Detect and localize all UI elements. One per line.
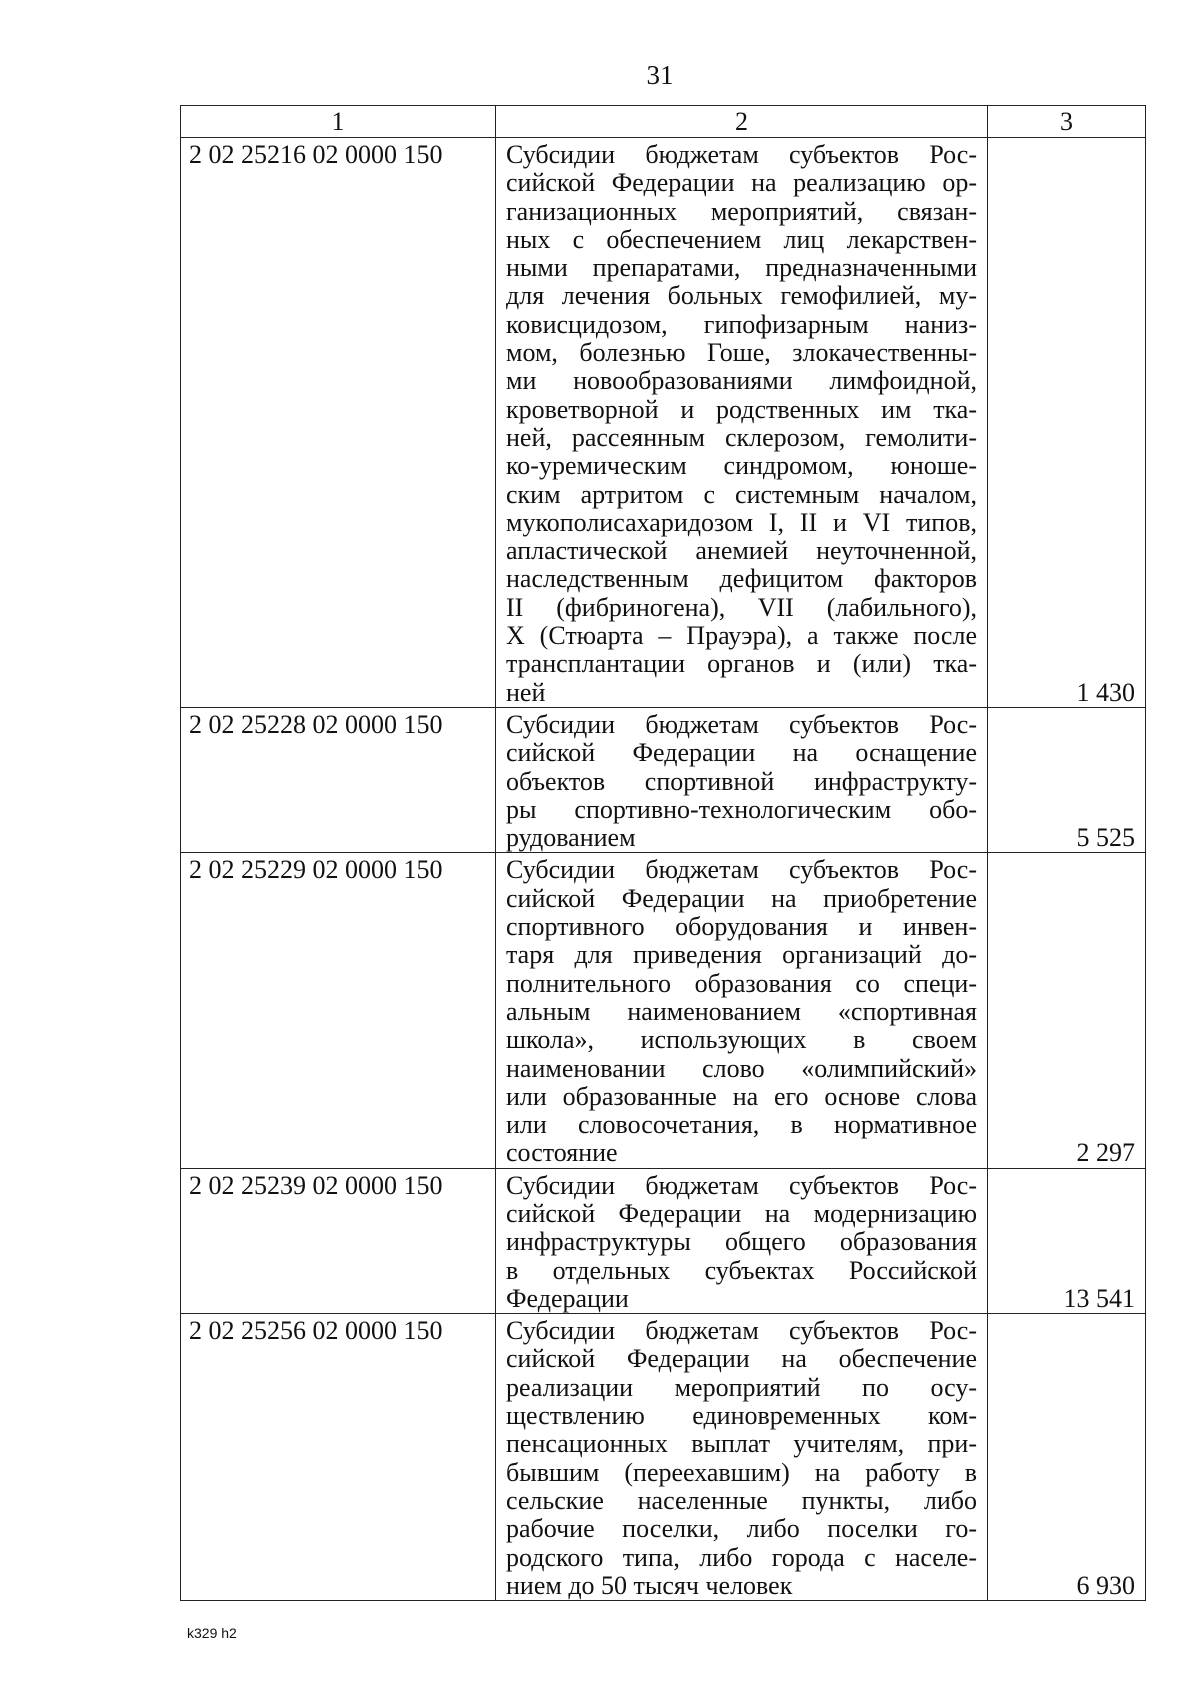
- description-line: полнительного образования со специ-: [506, 968, 977, 998]
- description-cell: [496, 1168, 988, 1313]
- description-line: трансплантации органов и (или) тка-: [506, 649, 977, 679]
- description-line: Субсидии бюджетам субъектов Рос-: [506, 1170, 977, 1200]
- budget-code-cell: 2 02 25216 02 0000 150: [181, 138, 496, 708]
- description-line: инфраструктуры общего образования: [506, 1227, 977, 1257]
- description-line: ными препаратами, предназначенными: [506, 253, 977, 283]
- amount-cell: 2 297: [988, 853, 1146, 1168]
- description-line: родского типа, либо города с населе-: [506, 1542, 977, 1572]
- description-line: школа», использующих в своем: [506, 1025, 977, 1055]
- description-line: для лечения больных гемофилией, му-: [506, 281, 977, 311]
- description-line: состояние: [506, 1138, 618, 1168]
- table-row: [181, 1314, 1146, 1601]
- description-line: или словосочетания, в нормативное: [506, 1110, 977, 1140]
- table-row: [181, 707, 1146, 852]
- description-line: сийской Федерации на приобретение: [506, 883, 977, 913]
- description-line: пенсационных выплат учителям, при-: [506, 1429, 977, 1459]
- description-line: ковисцидозом, гипофизарным наниз-: [506, 309, 977, 339]
- description-line: кроветворной и родственных им тка-: [506, 394, 977, 424]
- description-line: ней: [506, 677, 546, 707]
- description-line: ским артритом с системным началом,: [506, 479, 977, 509]
- description-line: наименовании слово «олимпийский»: [506, 1053, 977, 1083]
- budget-code-cell: 2 02 25256 02 0000 150: [181, 1314, 496, 1601]
- description-cell: [496, 138, 988, 708]
- description-line: Субсидии бюджетам субъектов Рос-: [506, 1316, 977, 1346]
- description-line: II (фибриногена), VII (лабильного),: [506, 592, 977, 622]
- table-body: [181, 138, 1146, 1601]
- footer-mark: k329 h2: [187, 1625, 237, 1641]
- description-line: ществлению единовременных ком-: [506, 1401, 977, 1431]
- budget-code-cell: 2 02 25228 02 0000 150: [181, 707, 496, 852]
- column-header-description: 2: [496, 106, 988, 138]
- table-row: [181, 1168, 1146, 1313]
- table-row: [181, 138, 1146, 708]
- description-line: ми новообразованиями лимфоидной,: [506, 366, 977, 396]
- amount-cell: 13 541: [988, 1168, 1146, 1313]
- description-line: ганизационных мероприятий, связан-: [506, 196, 977, 226]
- budget-code-cell: 2 02 25229 02 0000 150: [181, 853, 496, 1168]
- description-line: спортивного оборудования и инвен-: [506, 912, 977, 942]
- description-cell: [496, 1314, 988, 1601]
- page-number: 31: [646, 60, 674, 90]
- description-cell: [496, 853, 988, 1168]
- description-cell: [496, 707, 988, 852]
- description-line: ных с обеспечением лиц лекарствен-: [506, 224, 977, 254]
- description-line: таря для приведения организаций до-: [506, 940, 977, 970]
- description-line: сийской Федерации на оснащение: [506, 738, 977, 768]
- description-line: сийской Федерации на обеспечение: [506, 1344, 977, 1374]
- description-line: рабочие поселки, либо поселки го-: [506, 1514, 977, 1544]
- description-line: сельские населенные пункты, либо: [506, 1485, 977, 1515]
- description-line: наследственным дефицитом факторов: [506, 564, 977, 594]
- description-line: реализации мероприятий по осу-: [506, 1372, 977, 1402]
- description-line: сийской Федерации на модернизацию: [506, 1198, 977, 1228]
- description-line: Субсидии бюджетам субъектов Рос-: [506, 855, 977, 885]
- description-line: Субсидии бюджетам субъектов Рос-: [506, 140, 977, 169]
- description-line: ры спортивно-технологическим обо-: [506, 794, 977, 824]
- amount-cell: 6 930: [988, 1314, 1146, 1601]
- description-line: бывшим (переехавшим) на работу в: [506, 1457, 977, 1487]
- budget-table: [180, 105, 1146, 1601]
- description-line: Федерации: [506, 1283, 629, 1313]
- budget-code-cell: 2 02 25239 02 0000 150: [181, 1168, 496, 1313]
- description-line: или образованные на его основе слова: [506, 1081, 977, 1111]
- description-line: альным наименованием «спортивная: [506, 996, 977, 1026]
- description-line: Субсидии бюджетам субъектов Рос-: [506, 709, 977, 739]
- table-header-row: [181, 106, 1146, 138]
- description-line: мом, болезнью Гоше, злокачественны-: [506, 338, 977, 368]
- amount-cell: 1 430: [988, 138, 1146, 708]
- description-line: апластической анемией неуточненной,: [506, 536, 977, 566]
- amount-cell: 5 525: [988, 707, 1146, 852]
- column-header-amount: 3: [988, 106, 1146, 138]
- description-line: в отдельных субъектах Российской: [506, 1255, 977, 1285]
- table-row: [181, 853, 1146, 1168]
- description-line: ко-уремическим синдромом, юноше-: [506, 451, 977, 481]
- description-line: нием до 50 тысяч человек: [506, 1570, 793, 1600]
- description-line: X (Стюарта – Прауэра), а также после: [506, 621, 977, 651]
- description-line: сийской Федерации на реализацию ор-: [506, 168, 977, 198]
- column-header-code: 1: [181, 106, 496, 138]
- description-line: рудованием: [506, 823, 636, 853]
- description-line: ней, рассеянным склерозом, гемолити-: [506, 422, 977, 452]
- description-line: объектов спортивной инфраструкту-: [506, 766, 977, 796]
- description-line: мукополисахаридозом I, II и VI типов,: [506, 507, 977, 537]
